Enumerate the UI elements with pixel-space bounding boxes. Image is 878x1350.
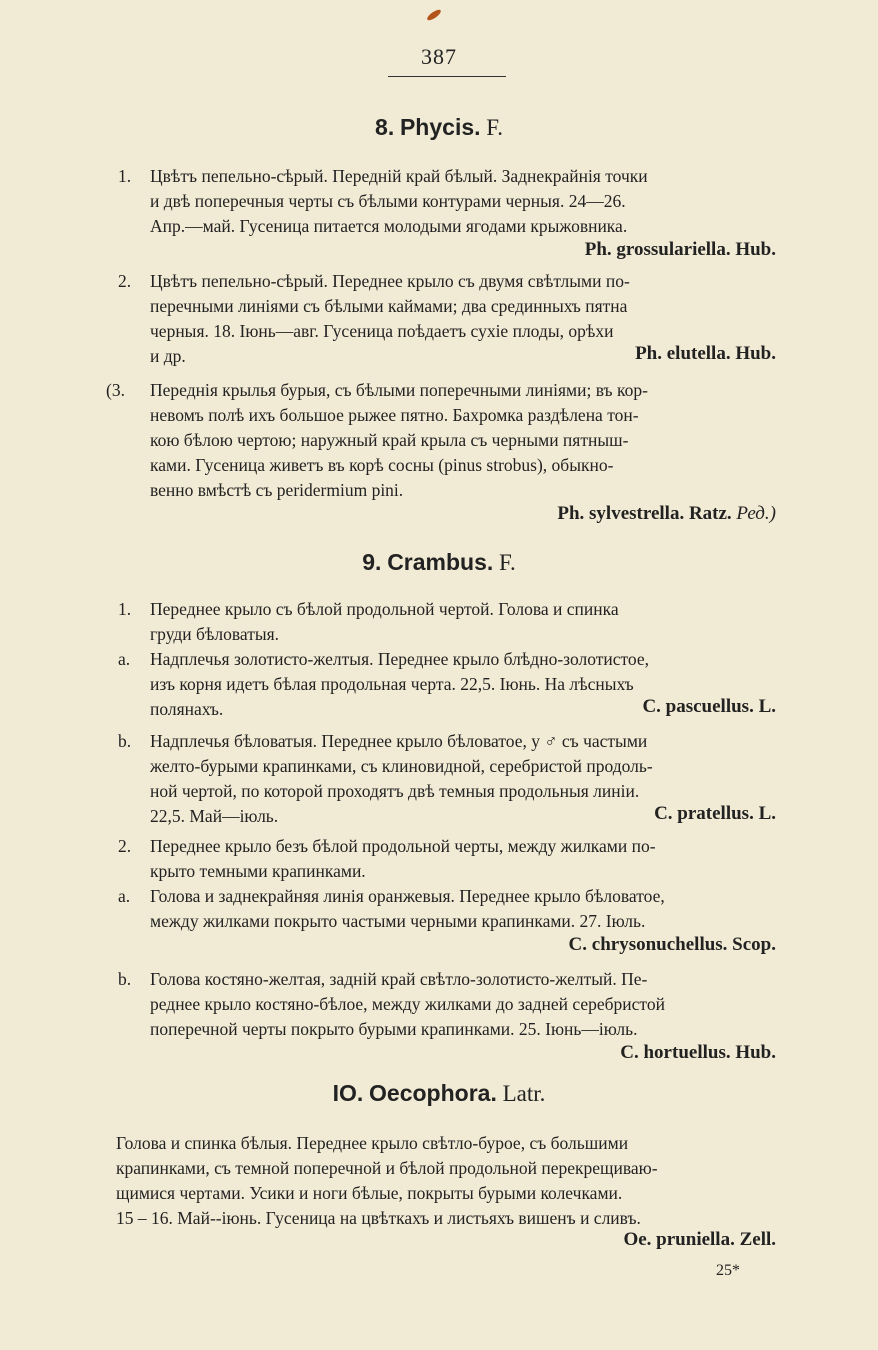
genus-author: F. (486, 115, 503, 140)
entry-number: 1. (118, 599, 132, 619)
entry-number: b. (118, 969, 132, 989)
text-line: крапинками, съ темной поперечной и бѣлой продольной перекрещиваю- (116, 1158, 658, 1178)
text-line: груди бѣловатыя. (150, 624, 280, 644)
entry-number: a. (118, 649, 131, 669)
species-name: C. chrysonuchellus. Scop. (568, 934, 776, 955)
text-line: Надплечья бѣловатыя. Переднее крыло бѣловатое, у ♂ съ частыми (150, 731, 648, 751)
genus-name: Phycis. (399, 114, 481, 140)
text-line: Голова костяно-желтая, задній край свѣтло-золотисто-желтый. Пе- (150, 969, 648, 989)
genus-name: Crambus. (387, 549, 494, 575)
genus-number: 9. (362, 549, 382, 575)
text-line: Голова и заднекрайняя линія оранжевыя. Переднее крыло бѣловатое, (150, 886, 665, 906)
text-line: поперечной черты покрыто бурыми крапинками. 25. Іюнь—іюль. (150, 1019, 638, 1039)
text-line: желто-бурыми крапинками, съ клиновидной, серебристой продоль- (150, 756, 653, 776)
text-line: 22,5. Май—іюль. (150, 806, 279, 826)
genus-heading-phycis (0, 114, 878, 141)
text-line: Переднее крыло безъ бѣлой продольной черты, между жилками по- (150, 836, 656, 856)
species-name: C. pascuellus. L. (642, 696, 776, 717)
text-line: полянахъ. (150, 699, 224, 719)
text-line: щимися чертами. Усики и ноги бѣлые, покрыты бурыми колечками. (116, 1183, 623, 1203)
text-line: 15 – 16. Май--іюнь. Гусеница на цвѣткахъ и листьяхъ вишенъ и сливъ. (116, 1208, 641, 1228)
entry-number: b. (118, 731, 132, 751)
species-name: Ph. sylvestrella. Ratz. (557, 503, 732, 524)
text-line: кою бѣлою чертою; наружный край крыла съ черными пятныш- (150, 430, 629, 450)
text-line: и др. (150, 346, 186, 366)
entry-number: 2. (118, 271, 132, 291)
entry-number: (3. (106, 380, 125, 400)
text-line: ной чертой, по которой проходятъ двѣ темныя продольныя линіи. (150, 781, 640, 801)
text-line: крыто темными крапинками. (150, 861, 366, 881)
signature-mark: 25* (716, 1262, 740, 1279)
genus-author: Latr. (502, 1081, 546, 1106)
genus-author: F. (499, 550, 516, 575)
species-name: Ph. grossulariella. Hub. (584, 239, 776, 260)
genus-number: 8. (375, 114, 395, 140)
text-line: венно вмѣстѣ съ peridermium pini. (150, 480, 404, 500)
ink-mark (426, 8, 443, 22)
text-line: Цвѣтъ пепельно-сѣрый. Переднее крыло съ двумя свѣтлыми по- (150, 271, 630, 291)
genus-heading-oecophora (0, 1080, 878, 1107)
text-line: между жилками покрыто частыми черными крапинками. 27. Іюль. (150, 911, 646, 931)
text-line: Надплечья золотисто-желтыя. Переднее крыло блѣдно-золотистое, (150, 649, 650, 669)
editor-note: Ред.) (736, 503, 776, 524)
species-name-line (557, 502, 776, 526)
header-rule (388, 76, 506, 77)
text-line: невомъ полѣ ихъ большое рыжее пятно. Бахромка раздѣлена тон- (150, 405, 639, 425)
text-line: ками. Гусеница живетъ въ корѣ сосны (pinus strobus), обыкно- (150, 455, 614, 475)
entry-number: 2. (118, 836, 132, 856)
species-name: Ph. elutella. Hub. (635, 343, 776, 364)
genus-number: IO. (332, 1080, 364, 1106)
species-name: C. hortuellus. Hub. (620, 1042, 776, 1063)
species-name: Oe. pruniella. Zell. (623, 1229, 776, 1250)
text-line: Голова и спинка бѣлыя. Переднее крыло свѣтло-бурое, съ большими (116, 1133, 629, 1153)
genus-name: Oecophora. (369, 1080, 497, 1106)
text-line: изъ корня идетъ бѣлая продольная черта. 22,5. Іюнь. На лѣсныхъ (150, 674, 634, 694)
species-name: C. pratellus. L. (654, 803, 776, 824)
genus-heading-crambus (0, 549, 878, 576)
text-line: реднее крыло костяно-бѣлое, между жилками до задней серебристой (150, 994, 665, 1014)
text-line: Переднее крыло съ бѣлой продольной чертой. Голова и спинка (150, 599, 619, 619)
entry-number: a. (118, 886, 131, 906)
text-line: Переднія крылья бурыя, съ бѣлыми поперечными линіями; въ кор- (150, 380, 648, 400)
text-line: черныя. 18. Іюнь—авг. Гусеница поѣдаетъ сухіе плоды, орѣхи (150, 321, 614, 341)
text-line: и двѣ поперечныя черты съ бѣлыми контурами черныя. 24—26. (150, 191, 626, 211)
text-line: перечными линіями съ бѣлыми каймами; два срединныхъ пятна (150, 296, 628, 316)
page-number: 387 (421, 44, 457, 69)
entry-number: 1. (118, 166, 132, 186)
text-line: Апр.—май. Гусеница питается молодыми ягодами крыжовника. (150, 216, 628, 236)
text-line: Цвѣтъ пепельно-сѣрый. Передній край бѣлый. Заднекрайнія точки (150, 166, 648, 186)
